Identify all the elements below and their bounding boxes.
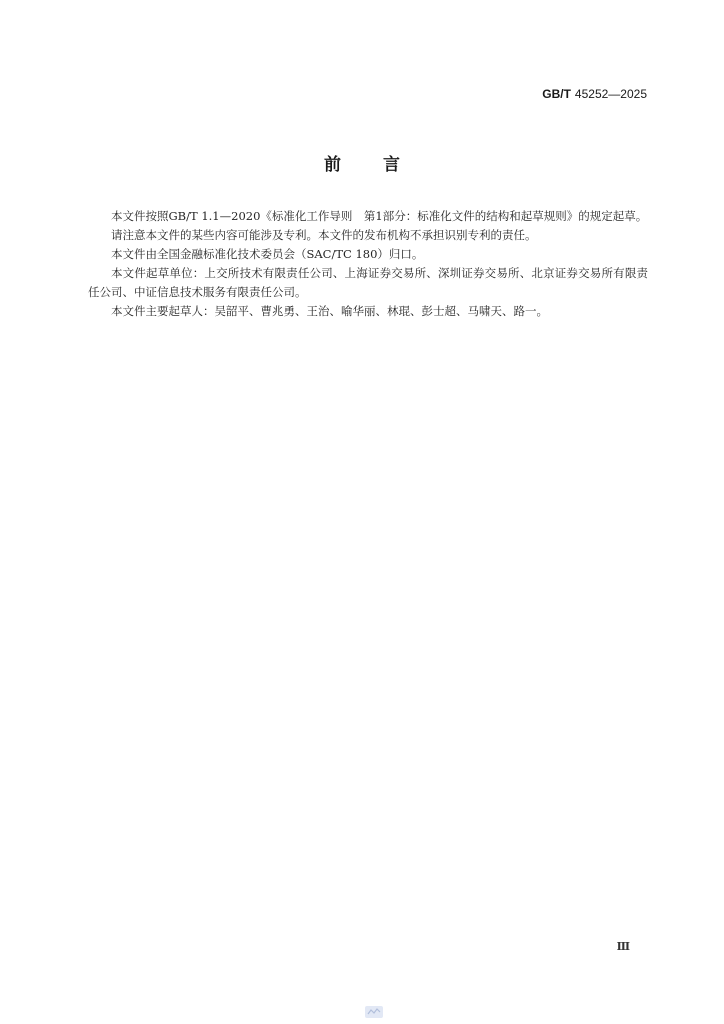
paragraph-patent-notice: 请注意本文件的某些内容可能涉及专利。本文件的发布机构不承担识别专利的责任。: [111, 228, 537, 242]
standard-prefix: GB/T: [542, 87, 571, 101]
standard-number: 45252—2025: [574, 87, 647, 101]
page-number: Ⅲ: [616, 941, 630, 953]
foreword-body: [88, 207, 648, 321]
page-title: 前言: [324, 155, 442, 175]
paragraph-drafting-rules: 本文件按照GB/T 1.1—2020《标准化工作导则 第1部分：标准化文件的结构和起草规则》的规定起草。: [111, 209, 648, 223]
paragraph-drafting-units: 本文件起草单位：上交所技术有限责任公司、上海证券交易所、深圳证券交易所、北京证券交易所有限责任公司、中证信息技术服务有限责任公司。: [88, 266, 648, 299]
paragraph-committee: 本文件由全国金融标准化技术委员会（SAC/TC 180）归口。: [111, 247, 424, 261]
standard-code: [542, 87, 647, 101]
watermark-logo-icon: [365, 1006, 383, 1018]
paragraph-drafters: 本文件主要起草人：吴韶平、曹兆勇、王治、喻华丽、林琨、彭士超、马啸天、路一。: [111, 304, 548, 318]
